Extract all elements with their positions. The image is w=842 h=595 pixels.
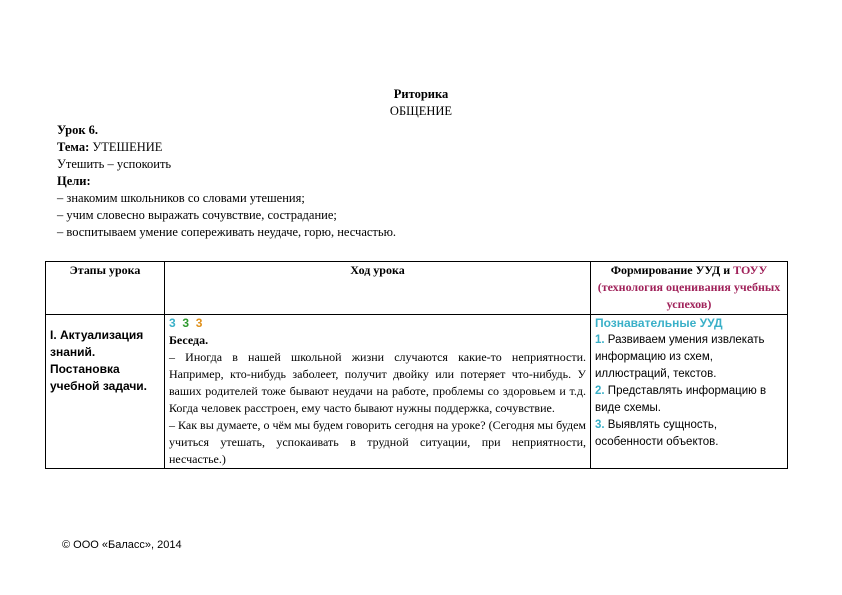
goal-item: – воспитываем умение сопереживать неудаче, горю, несчастью. bbox=[57, 225, 397, 239]
uud-cell bbox=[591, 315, 788, 469]
lesson-number: Урок 6. bbox=[57, 123, 99, 137]
table-header-row bbox=[46, 262, 788, 315]
goal-item: – знакомим школьников со словами утешения; bbox=[57, 191, 305, 205]
uud-item bbox=[595, 417, 783, 451]
uud-item-number: 2. bbox=[595, 385, 605, 397]
header-course: Ход урока bbox=[165, 262, 591, 315]
topic-line bbox=[57, 139, 757, 156]
mark-blue: 3 bbox=[169, 316, 176, 330]
copyright-footer: © ООО «Баласс», 2014 bbox=[62, 539, 182, 551]
topic-label: Тема: bbox=[57, 140, 90, 154]
course-title: Беседа. bbox=[169, 333, 209, 347]
assessment-marks bbox=[169, 315, 586, 332]
lesson-header bbox=[57, 122, 757, 241]
uud-item bbox=[595, 383, 783, 417]
lesson-table bbox=[45, 261, 788, 469]
goals-label: Цели: bbox=[57, 174, 91, 188]
course-paragraph: – Иногда в нашей школьной жизни случаются какие-то неприятности. Например, кто-нибудь заболеет, получит двойку или потеряет что-нибудь. У ваших родителей тоже бывают неудачи на работе, проблемы со здоровьем и т.д. Когда человек расстроен, ему часто бывают нужны поддержка, сочувствие. bbox=[169, 350, 586, 415]
section-title: ОБЩЕНИЕ bbox=[389, 104, 453, 118]
subject-title: Риторика bbox=[393, 87, 449, 101]
stage-cell: I. Актуализация знаний. Постановка учебной задачи. bbox=[46, 315, 165, 469]
header-uud-text: Формирование УУД и bbox=[610, 263, 734, 277]
table-row bbox=[46, 315, 788, 469]
uud-title: Познавательные УУД bbox=[595, 316, 723, 330]
mark-orange: 3 bbox=[195, 316, 203, 330]
uud-item bbox=[595, 332, 783, 383]
uud-item-text: Выявлять сущность, особенности объектов. bbox=[595, 419, 719, 448]
uud-item-text: Представлять информацию в виде схемы. bbox=[595, 385, 767, 414]
header-touu-description: (технология оценивания учебных успехов) bbox=[597, 280, 781, 311]
course-paragraph: – Как вы думаете, о чём мы будем говорить сегодня на уроке? (Сегодня мы будем учиться утешать, успокаивать в трудной ситуации, при неприятности, несчастье.) bbox=[169, 418, 586, 466]
course-cell bbox=[165, 315, 591, 469]
topic-value: УТЕШЕНИЕ bbox=[92, 140, 163, 154]
mark-green: 3 bbox=[182, 316, 190, 330]
uud-item-text: Развиваем умения извлекать информацию из схем, иллюстраций, текстов. bbox=[595, 334, 765, 380]
uud-item-number: 1. bbox=[595, 334, 605, 346]
key-words: Утешить – успокоить bbox=[57, 157, 172, 171]
header-touu: ТОУУ bbox=[733, 263, 768, 277]
header-uud bbox=[591, 262, 788, 315]
header-stages: Этапы урока bbox=[46, 262, 165, 315]
goal-item: – учим словесно выражать сочувствие, сострадание; bbox=[57, 208, 337, 222]
uud-item-number: 3. bbox=[595, 419, 605, 431]
